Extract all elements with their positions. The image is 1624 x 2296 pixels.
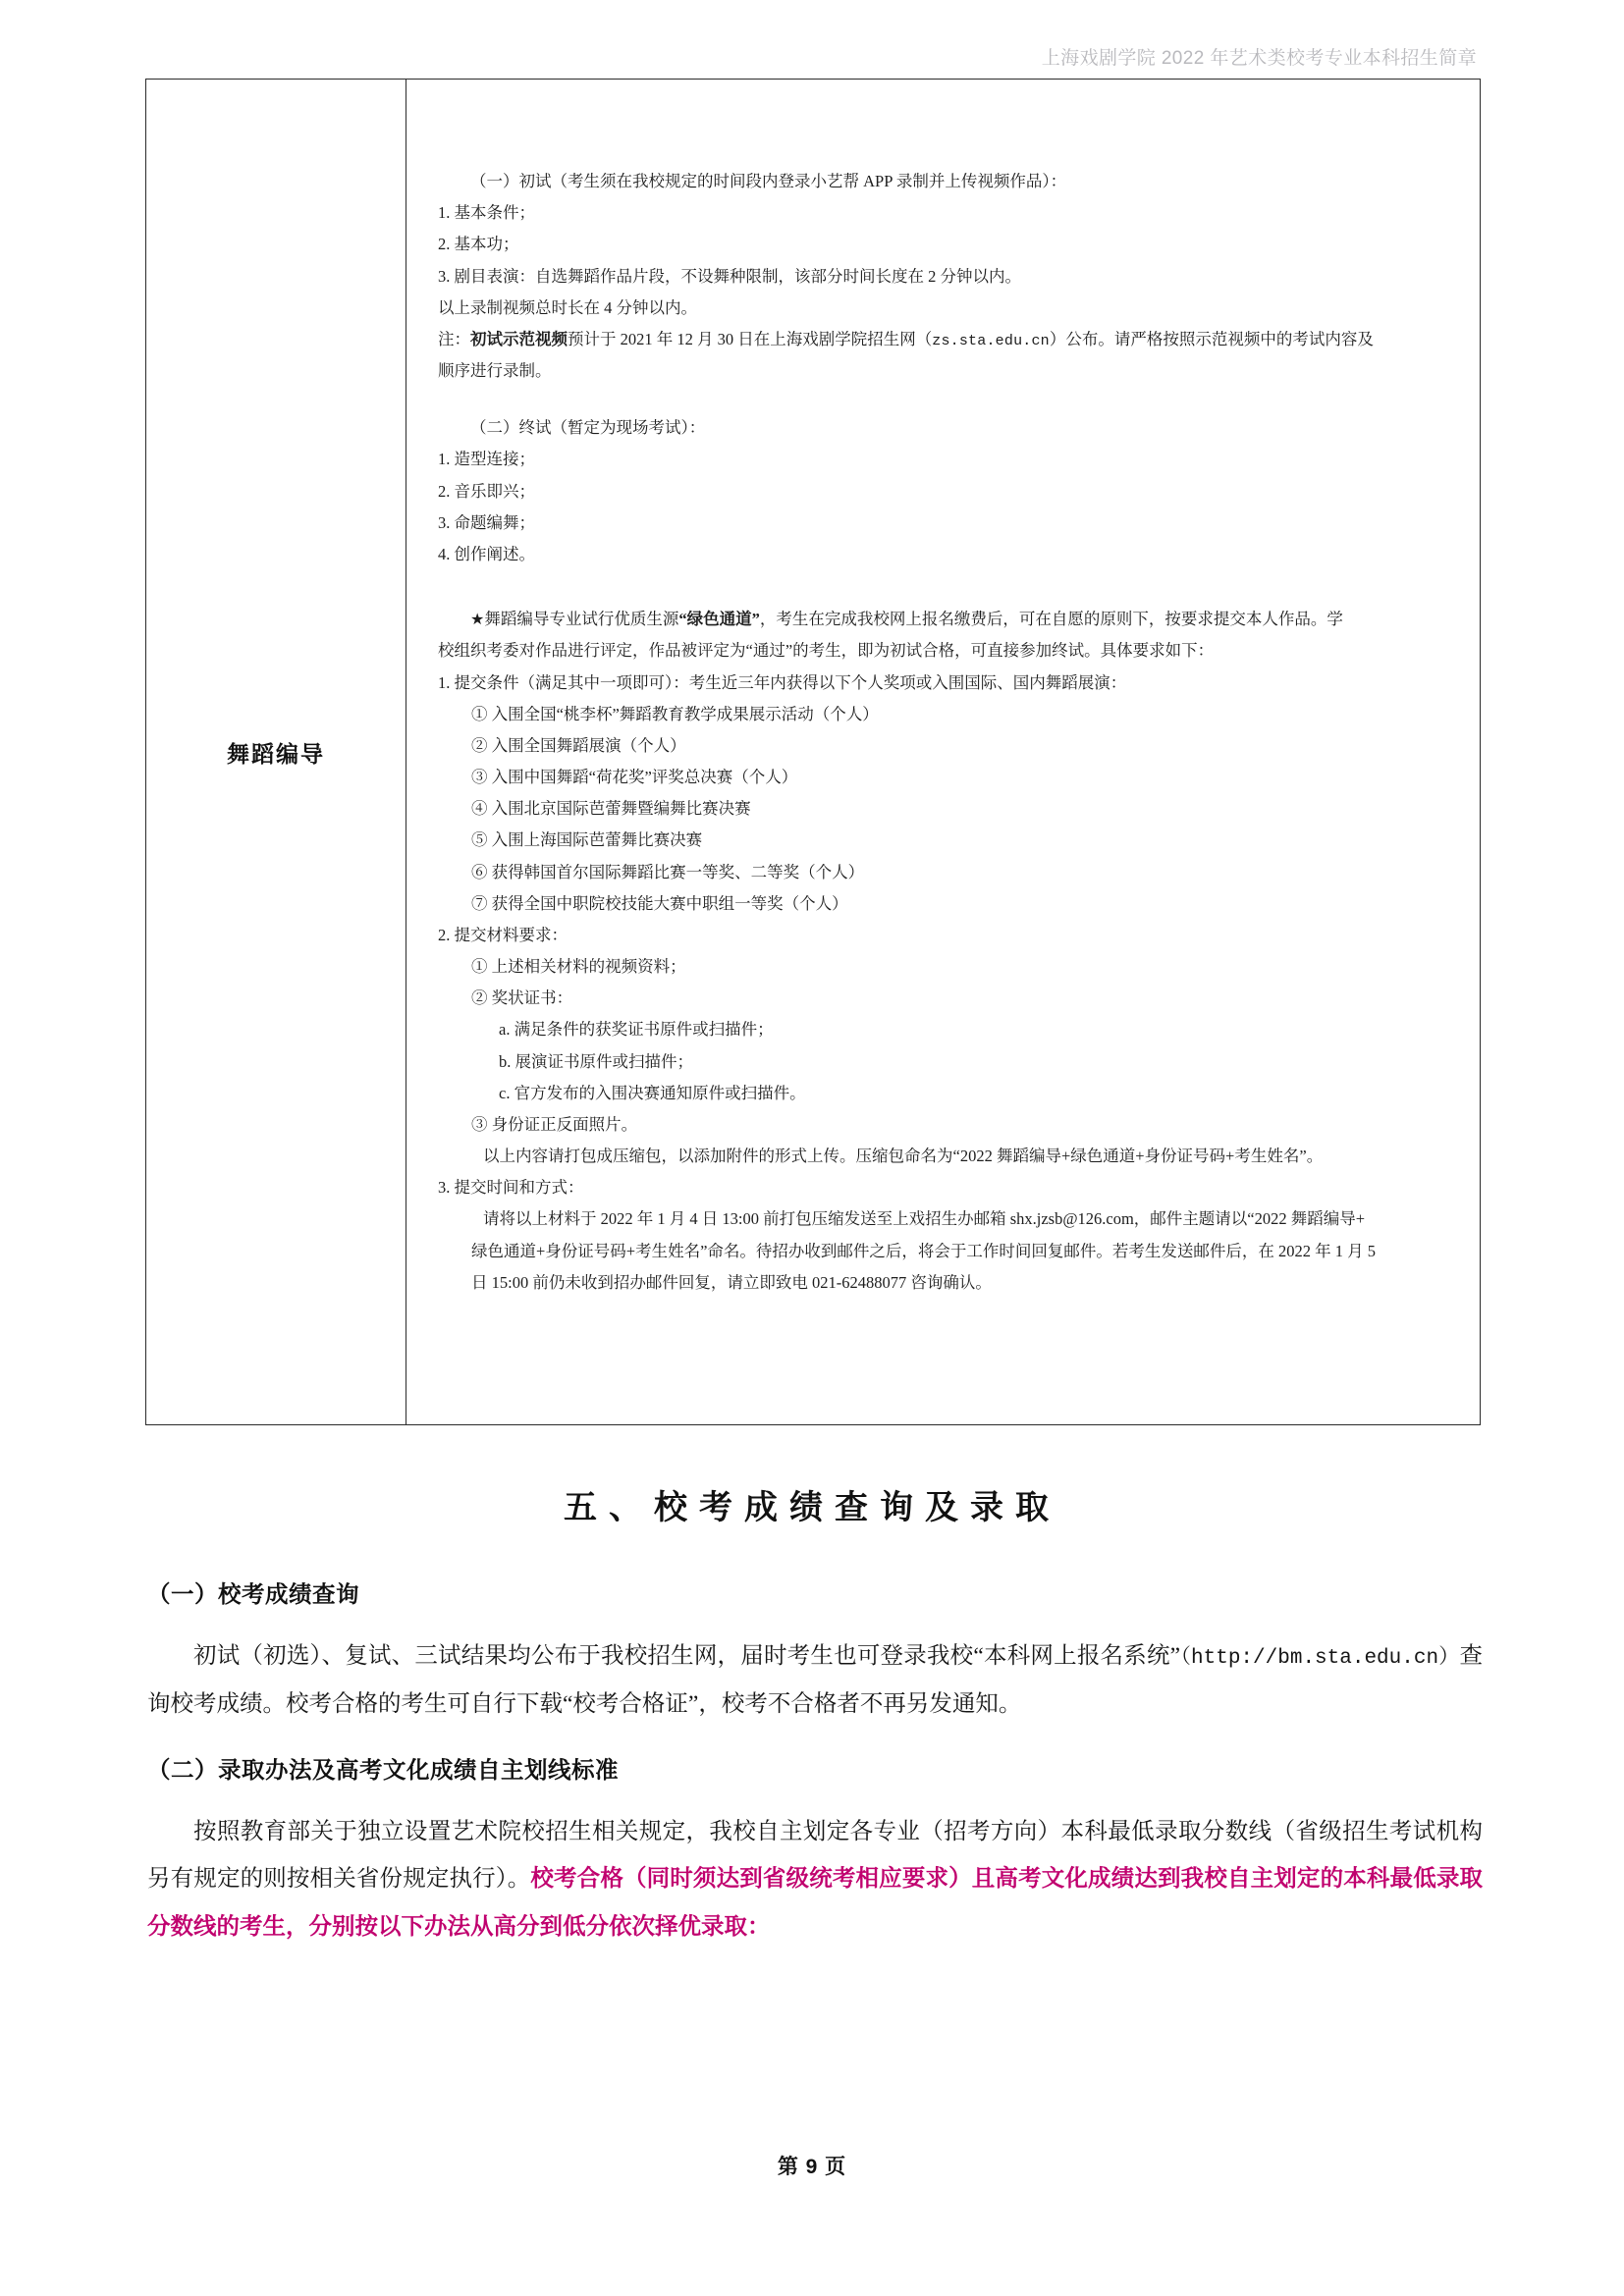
admission-rule-highlight-b: 且高考文化成绩达到我校自主划定的本科最低录取分数线的考生，分别按以下办法从高分到低分依次择优 <box>147 1866 1484 1941</box>
condition-item-3: ③ 入围中国舞蹈“荷花奖”评奖总决赛（个人） <box>471 768 798 787</box>
score-inquiry-text-a: 初试（初选）、复试、三试结果均公布于我校招生网，届时考生也可登录我校“本科网上报名系统” <box>193 1642 1181 1669</box>
green-channel-term: “绿色通道” <box>678 610 760 629</box>
stage2-item-2: 2. 音乐即兴； <box>438 481 535 501</box>
subsection-2-heading: （二）录取办法及高考文化成绩自主划线标准 <box>147 1756 619 1783</box>
spacer <box>438 387 1452 412</box>
stage2-item-4: 4. 创作阐述。 <box>438 544 535 563</box>
note-prefix: 注： <box>438 329 470 348</box>
admission-rule-text-b: 数线（省级招生考试机构另有规定的则按相关省份规定执行）。 <box>147 1818 1483 1893</box>
page-footer: 第 9 页 <box>777 2156 847 2178</box>
materials-requirements-heading: 2. 提交材料要求： <box>438 925 568 944</box>
section-body <box>147 1571 1483 1951</box>
online-registration-url: （http://bm.sta.edu.cn） <box>1180 1646 1460 1670</box>
section-title: 五、校考成绩查询及录取 <box>564 1489 1060 1526</box>
exam-stage-2-heading: （二）终试（暂定为现场考试）： <box>470 418 706 438</box>
table-cell-requirements <box>406 80 1480 1424</box>
stage1-note <box>438 324 1452 355</box>
table-cell-major-name <box>146 80 406 1424</box>
archive-naming-rule: 以上内容请打包成压缩包，以添加附件的形式上传。压缩包命名为“2022 舞蹈编导+绿色通道+身份证号码+考生姓名”。 <box>483 1147 1324 1166</box>
running-header: 上海戏剧学院 2022 年艺术类校考专业本科招生简章 <box>1041 48 1477 69</box>
stage1-item-2: 2. 基本功； <box>438 235 519 254</box>
major-name-label: 舞蹈编导 <box>227 740 325 767</box>
condition-item-5: ⑤ 入围上海国际芭蕾舞比赛决赛 <box>471 830 703 850</box>
condition-item-2: ② 入围全国舞蹈展演（个人） <box>471 735 686 755</box>
material-item-2c: c. 官方发布的入围决赛通知原件或扫描件。 <box>499 1083 806 1102</box>
stage2-item-3: 3. 命题编舞； <box>438 512 535 532</box>
admissions-site-url: zs.sta.edu.cn <box>932 332 1050 349</box>
admission-rule-highlight-a: 校考合格（同时须达到省级统考相应要求） <box>530 1866 972 1893</box>
green-channel-text-a: 舞蹈编导专业试行优质生源 <box>484 610 679 629</box>
star-icon: ★ <box>470 612 485 629</box>
spacer <box>147 1619 1483 1632</box>
material-item-2a: a. 满足条件的获奖证书原件或扫描件； <box>499 1020 774 1040</box>
stage1-item-1: 1. 基本条件； <box>438 203 535 223</box>
green-channel-intro <box>438 604 1452 635</box>
subsection-2-paragraph <box>147 1808 1483 1952</box>
stage2-item-1: 1. 造型连接； <box>438 450 535 469</box>
stage1-total-duration: 以上录制视频总时长在 4 分钟以内。 <box>438 297 697 317</box>
spacer <box>147 1794 1483 1808</box>
submission-conditions-heading: 1. 提交条件（满足其中一项即可）：考生近三年内获得以下个人奖项或入围国际、国内舞蹈展演： <box>438 672 1127 692</box>
submission-detail-line-2: 绿色通道+身份证号码+考生姓名”命名。待招办收到邮件之后，将会于工作时间回复邮件。若考生发送邮件后，在 2022 年 1 月 5 <box>471 1241 1377 1260</box>
stage1-item-3: 3. 剧目表演：自选舞蹈作品片段，不设舞种限制，该部分时间长度在 2 分钟以内。 <box>438 266 1021 286</box>
major-requirements-table <box>145 79 1481 1425</box>
admission-rule-highlight-c: 录取： <box>701 1914 771 1941</box>
admission-rule-text-a: 按照教育部关于独立设置艺术院校招生相关规定，我校自主划定各专业（招考方向）本科最低录取分 <box>193 1818 1225 1844</box>
score-inquiry-text-c: 再另发通知。 <box>883 1690 1022 1717</box>
material-item-3: ③ 身份证正反面照片。 <box>471 1114 638 1134</box>
material-item-2: ② 奖状证书： <box>471 988 573 1008</box>
condition-item-1: ① 入围全国“桃李杯”舞蹈教育教学成果展示活动（个人） <box>471 704 879 723</box>
stage1-note-cont: 顺序进行录制。 <box>438 361 552 381</box>
note-bold-term: 初试示范视频 <box>470 329 568 348</box>
subsection-1-heading: （一）校考成绩查询 <box>147 1581 359 1607</box>
note-middle: 预计于 2021 年 12 月 30 日在上海戏剧学院招生网（ <box>568 329 933 348</box>
green-channel-text-b: ，考生在完成我校网上报名缴费后，可在自愿的原则下，按要求提交本人作品。学 <box>759 610 1343 629</box>
submission-detail-line-3: 日 15:00 前仍未收到招办邮件回复，请立即致电 021-62488077 咨询确认。 <box>471 1272 992 1292</box>
material-item-1: ① 上述相关材料的视频资料； <box>471 957 686 977</box>
score-inquiry-text-b: 查询校考成绩。校考合格的考生可自行下载“校考合格证”，校考不合格者不 <box>147 1642 1483 1717</box>
condition-item-4: ④ 入围北京国际芭蕾舞暨编舞比赛决赛 <box>471 799 751 819</box>
submission-time-heading: 3. 提交时间和方式： <box>438 1178 584 1198</box>
subsection-1-paragraph <box>147 1632 1483 1729</box>
note-tail: ）公布。请严格按照示范视频中的考试内容及 <box>1049 329 1374 348</box>
spacer <box>438 570 1452 604</box>
exam-stage-1-heading: （一）初试（考生须在我校规定的时间段内登录小艺帮 APP 录制并上传视频作品）： <box>470 172 1067 190</box>
condition-item-6: ⑥ 获得韩国首尔国际舞蹈比赛一等奖、二等奖（个人） <box>471 862 865 881</box>
material-item-2b: b. 展演证书原件或扫描件； <box>499 1051 693 1071</box>
condition-item-7: ⑦ 获得全国中职院校技能大赛中职组一等奖（个人） <box>471 893 848 913</box>
submission-detail-line-1: 请将以上材料于 2022 年 1 月 4 日 13:00 前打包压缩发送至上戏招生办邮箱 shx.jzsb@126.com，邮件主题请以“2022 舞蹈编导+ <box>483 1209 1366 1229</box>
green-channel-intro-cont: 校组织考委对作品进行评定，作品被评定为“通过”的考生，即为初试合格，可直接参加终试。具体要求如下： <box>438 641 1215 661</box>
spacer <box>147 1729 1483 1746</box>
